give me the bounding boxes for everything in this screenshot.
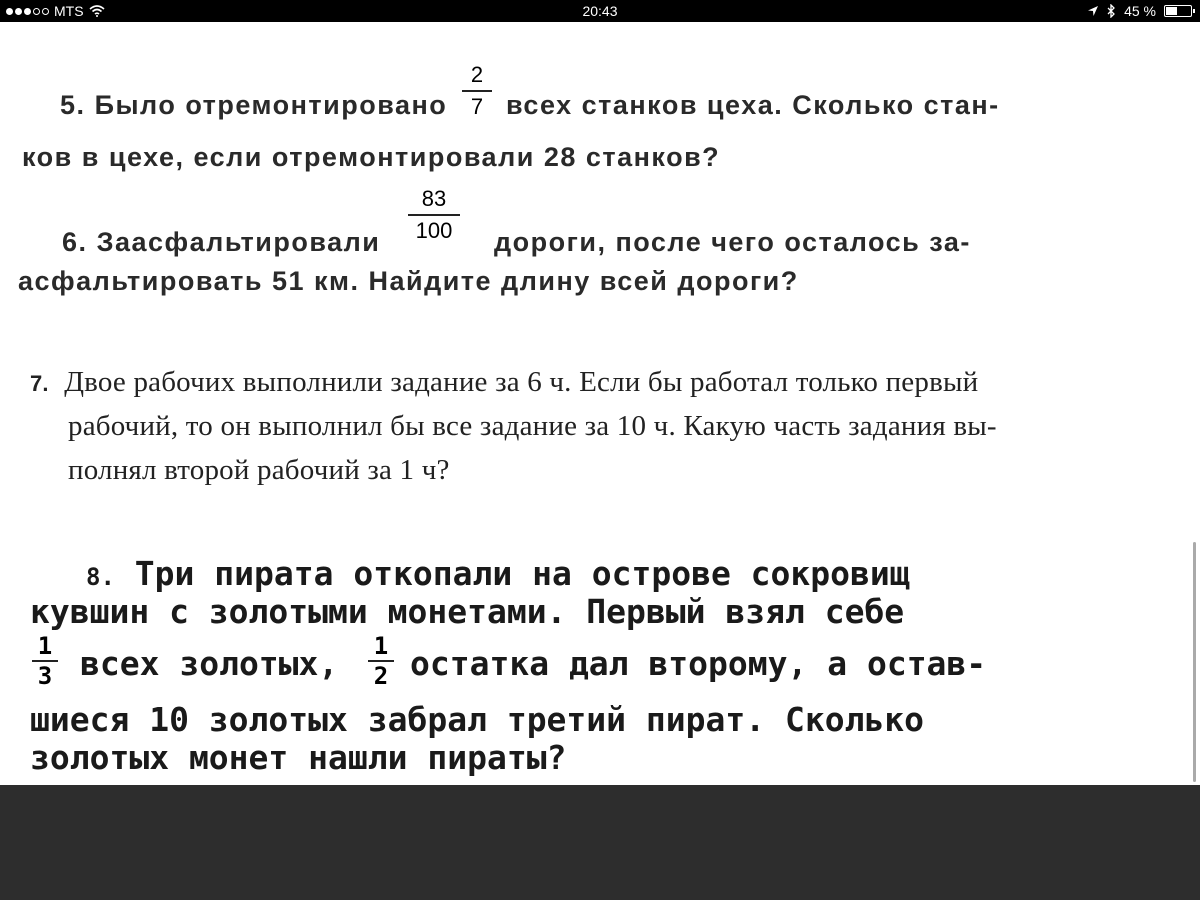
battery-percent: 45 % [1124, 3, 1156, 19]
problem-6-line-1: 6. Заасфальтировали [62, 227, 381, 257]
problem-7-line-3: полнял второй рабочий за 1 ч? [68, 454, 450, 486]
problem-5-line-1: 5. Было отремонтировано [60, 90, 448, 120]
status-bar [0, 0, 1200, 22]
problem-7-number: 7. [30, 371, 49, 396]
problem-5-text-b: всех станков цеха. Сколько стан- [506, 90, 1000, 120]
fraction-1-3: 1 3 [32, 634, 58, 688]
scroll-indicator[interactable] [1193, 542, 1196, 782]
document-page [0, 22, 1200, 785]
carrier-name: MTS [54, 3, 84, 19]
clock: 20:43 [582, 3, 618, 19]
problem-5-number: 5 [60, 90, 77, 120]
problem-6-text-a: Заасфальтировали [96, 227, 381, 257]
viewer-background [0, 785, 1200, 900]
status-right [1087, 3, 1192, 19]
problem-8-line-5: золотых монет нашли пираты? [30, 738, 567, 777]
problem-5-line-2: ков в цехе, если отремонтировали 28 станков? [22, 142, 721, 172]
bluetooth-icon [1107, 4, 1116, 18]
problem-6-number: 6 [62, 227, 79, 257]
problem-8-line-2: кувшин с золотыми монетами. Первый взял себе [30, 592, 905, 631]
battery-icon [1164, 5, 1192, 17]
problem-8-text-a: всех золотых, [80, 644, 339, 683]
problem-8-line-4: шиеся 10 золотых забрал третий пират. Сколько [30, 700, 925, 739]
problem-8-number: 8. [86, 563, 115, 591]
problem-8-text-b: остатка дал второму, а остав- [410, 644, 987, 683]
problem-7-line-2: рабочий, то он выполнил бы все задание за 10 ч. Какую часть задания вы- [68, 410, 997, 442]
problem-6-line-2: асфальтировать 51 км. Найдите длину всей дороги? [18, 266, 799, 296]
problem-7-line-1: 7. Двое рабочих выполнили задание за 6 ч. Если бы работал только первый [30, 366, 979, 398]
location-arrow-icon [1087, 5, 1099, 17]
problem-6-text-b: дороги, после чего осталось за- [494, 227, 971, 257]
fraction-2-7: 2 7 [462, 62, 492, 120]
problem-8-line-1: 8. Три пирата откопали на острове сокровищ [86, 554, 910, 593]
problem-5-text-a: Было отремонтировано [94, 90, 448, 120]
fraction-83-100: 83 100 [408, 186, 460, 244]
fraction-1-2: 1 2 [368, 634, 394, 688]
